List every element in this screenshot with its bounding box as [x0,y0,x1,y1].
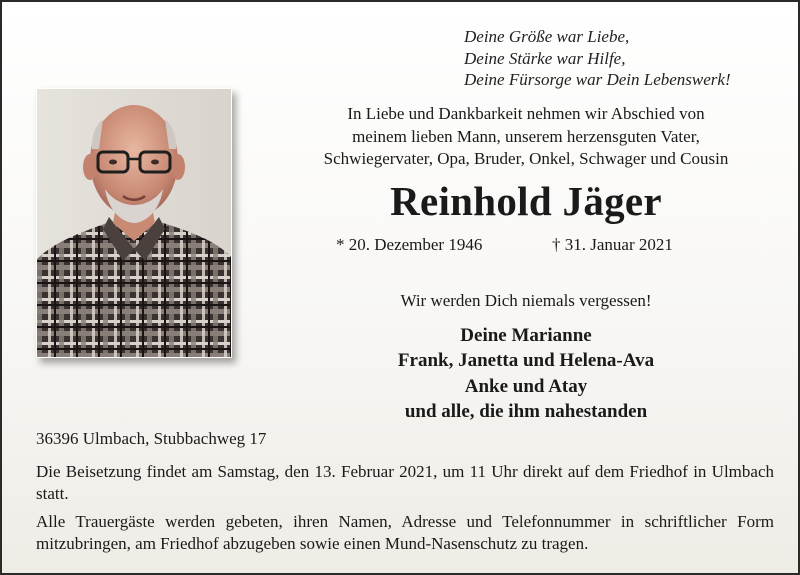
family-address: 36396 Ulmbach, Stubbachweg 17 [36,429,267,448]
deceased-name: Reinhold Jäger [390,178,662,224]
birth-date: * 20. Dezember 1946 [336,235,483,254]
mourner-line: Frank, Janetta und Helena-Ava [397,350,655,372]
motto-line: Deine Größe war Liebe, [464,27,630,46]
mourner-line: und alle, die ihm nahestanden [404,400,648,422]
motto-line: Deine Fürsorge war Dein Lebenswerk! [464,70,731,89]
motto-verse [464,26,731,91]
mourners-list [254,323,798,424]
intro-text [254,103,798,171]
intro-line: Schwiegervater, Opa, Bruder, Onkel, Schwager und Cousin [323,149,729,168]
intro-line: In Liebe und Dankbarkeit nehmen wir Abschied von [347,104,705,123]
mourner-line: Anke und Atay [464,375,588,397]
portrait-image [37,89,231,357]
funeral-notice: Die Beisetzung findet am Samstag, den 13. Februar 2021, um 11 Uhr direkt auf dem Friedhof in Ulmbach statt. [36,462,774,503]
intro-line: meinem lieben Mann, unserem herzensguten Vater, [352,126,700,146]
motto-line: Deine Stärke war Hilfe, [464,48,626,68]
portrait-photo [36,88,232,358]
mourner-line: Deine Marianne [460,325,592,346]
death-date: † 31. Januar 2021 [552,235,673,254]
guest-notice: Alle Trauergäste werden gebeten, ihren Namen, Adresse und Telefonnummer in schriftlicher Form mitzubringen, am Friedhof abzugeben sowie einen Mund-Nasenschutz zu tragen. [36,512,774,553]
farewell-line: Wir werden Dich niemals vergessen! [400,291,652,310]
